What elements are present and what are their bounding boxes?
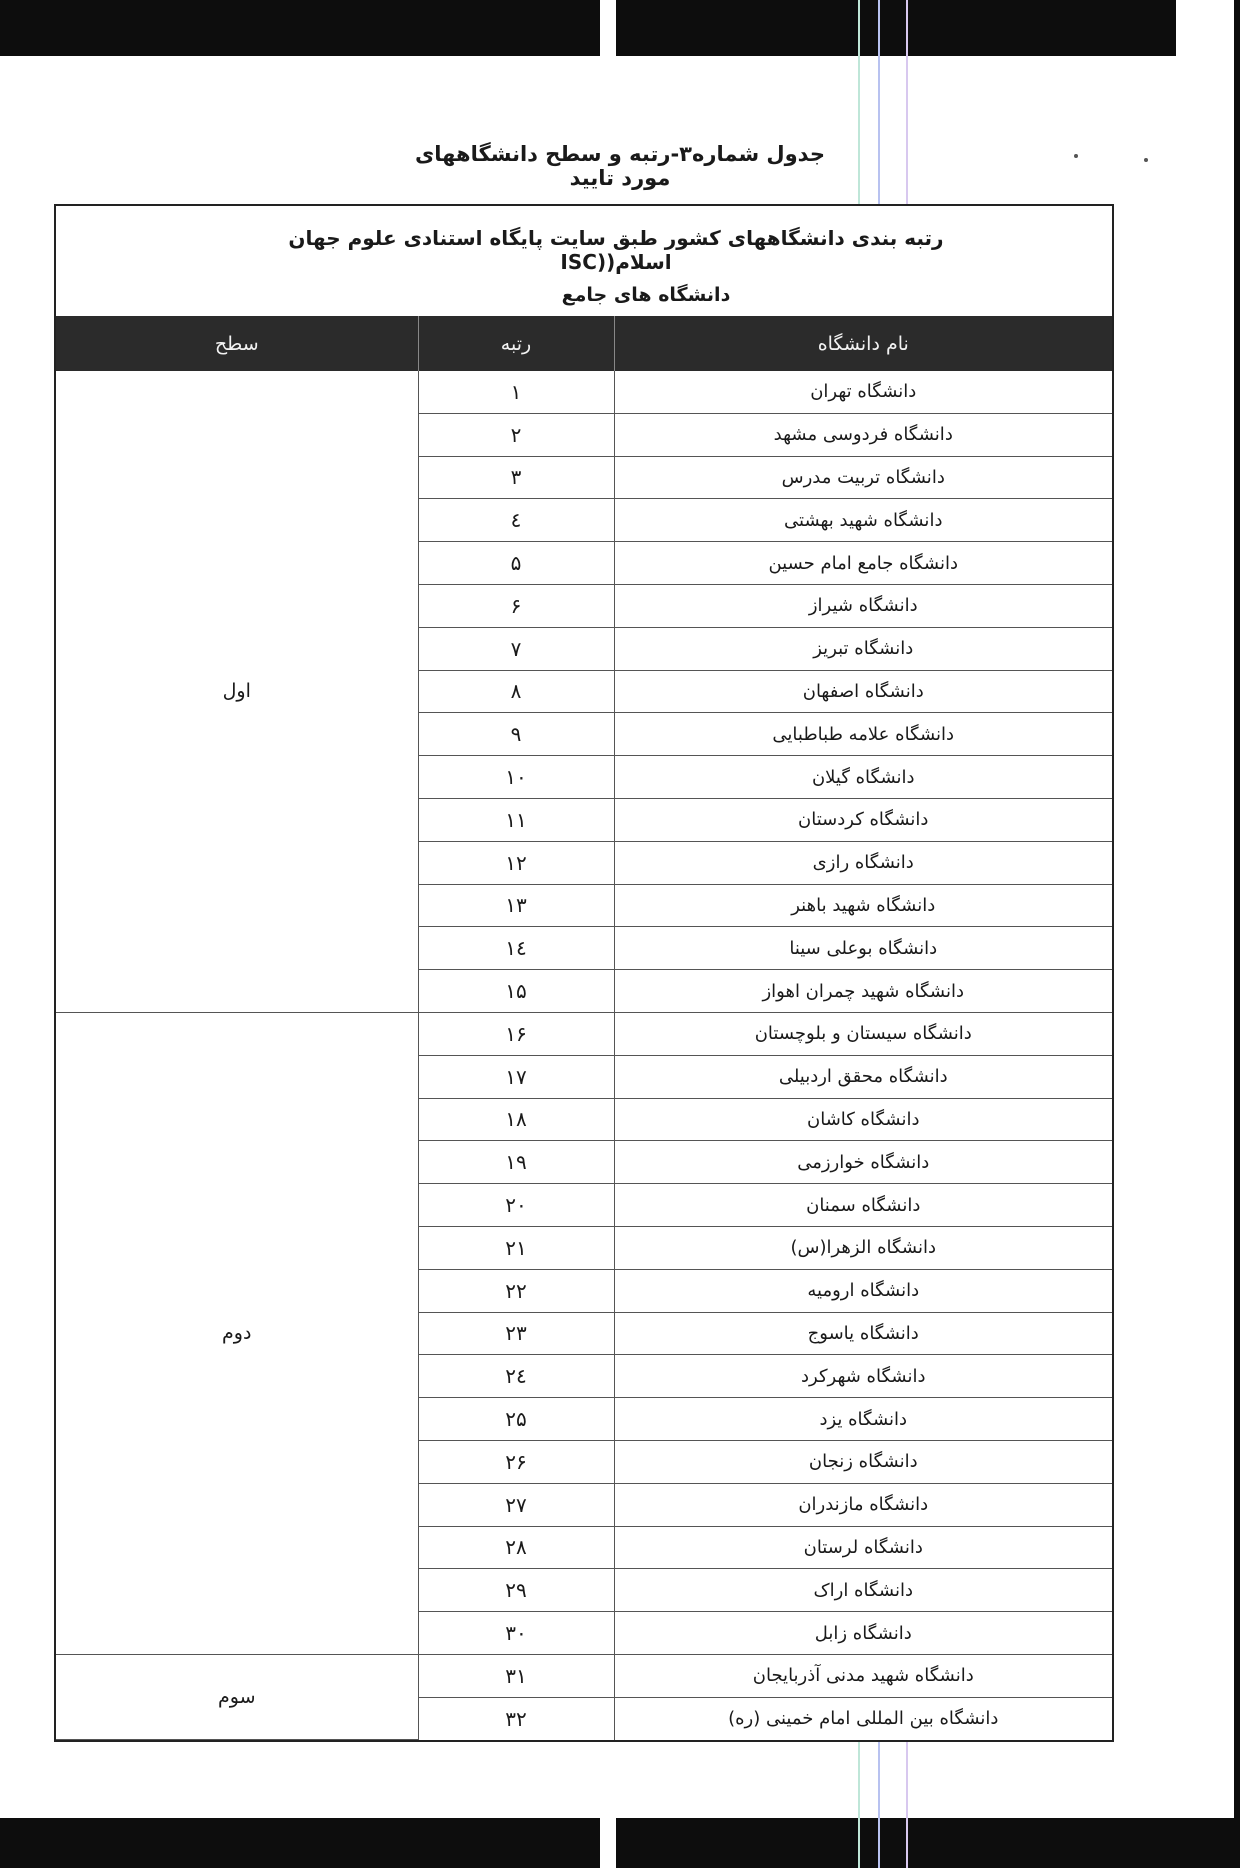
university-name-cell: دانشگاه تربیت مدرس bbox=[614, 456, 1112, 499]
table-body bbox=[56, 371, 1112, 1740]
level-cell: اول bbox=[56, 371, 418, 1012]
rank-cell: ۱۳ bbox=[418, 884, 614, 927]
table-row bbox=[56, 371, 1112, 413]
university-name-cell: دانشگاه شهید مدنی آذربایجان bbox=[614, 1654, 1112, 1697]
rank-cell: ۲۶ bbox=[418, 1440, 614, 1483]
header-rank: رتبه bbox=[418, 316, 614, 371]
rank-cell: ۲۷ bbox=[418, 1483, 614, 1526]
university-name-cell: دانشگاه تبریز bbox=[614, 627, 1112, 670]
rank-cell: ۲۱ bbox=[418, 1226, 614, 1269]
scan-artifact-top-left bbox=[0, 0, 600, 56]
rank-cell: ۱۸ bbox=[418, 1098, 614, 1141]
rank-cell: ۹ bbox=[418, 713, 614, 756]
rank-cell: ۶ bbox=[418, 584, 614, 627]
table-caption-block bbox=[56, 206, 1112, 316]
university-name-cell: دانشگاه لرستان bbox=[614, 1526, 1112, 1569]
rank-cell: ۱۵ bbox=[418, 970, 614, 1013]
rank-cell: ۱۱ bbox=[418, 798, 614, 841]
table-subcaption: دانشگاه های جامع bbox=[561, 284, 731, 306]
header-level: سطح bbox=[56, 316, 418, 371]
university-name-cell: دانشگاه شیراز bbox=[614, 584, 1112, 627]
ranking-table bbox=[54, 204, 1114, 1742]
rank-cell: ۲٤ bbox=[418, 1355, 614, 1398]
rank-cell: ۸ bbox=[418, 670, 614, 713]
university-name-cell: دانشگاه سمنان bbox=[614, 1184, 1112, 1227]
rank-cell: ۱۰ bbox=[418, 756, 614, 799]
university-name-cell: دانشگاه بوعلی سینا bbox=[614, 927, 1112, 970]
university-name-cell: دانشگاه گیلان bbox=[614, 756, 1112, 799]
university-name-cell: دانشگاه خوارزمی bbox=[614, 1141, 1112, 1184]
rank-cell: ۳۱ bbox=[418, 1654, 614, 1697]
rank-cell: ۵ bbox=[418, 542, 614, 585]
university-name-cell: دانشگاه اراک bbox=[614, 1569, 1112, 1612]
university-name-cell: دانشگاه شهید باهنر bbox=[614, 884, 1112, 927]
university-name-cell: دانشگاه شهید بهشتی bbox=[614, 499, 1112, 542]
scan-artifact-dot bbox=[1074, 154, 1078, 158]
rank-cell: ۲۳ bbox=[418, 1312, 614, 1355]
university-table bbox=[56, 316, 1112, 1740]
header-name: نام دانشگاه bbox=[614, 316, 1112, 371]
university-name-cell: دانشگاه شهرکرد bbox=[614, 1355, 1112, 1398]
rank-cell: ۱۶ bbox=[418, 1012, 614, 1055]
rank-cell: ۳۰ bbox=[418, 1612, 614, 1655]
table-row bbox=[56, 1654, 1112, 1697]
university-name-cell: دانشگاه علامه طباطبایی bbox=[614, 713, 1112, 756]
level-cell: دوم bbox=[56, 1012, 418, 1654]
scan-artifact-dot bbox=[1144, 158, 1148, 162]
rank-cell: ۲۵ bbox=[418, 1398, 614, 1441]
university-name-cell: دانشگاه سیستان و بلوچستان bbox=[614, 1012, 1112, 1055]
table-header-row bbox=[56, 316, 1112, 371]
university-name-cell: دانشگاه الزهرا(س) bbox=[614, 1226, 1112, 1269]
university-name-cell: دانشگاه کاشان bbox=[614, 1098, 1112, 1141]
page-title: جدول شماره۳-رتبه و سطح دانشگاههای مورد تایید bbox=[415, 142, 825, 190]
rank-cell: ۲۲ bbox=[418, 1269, 614, 1312]
rank-cell: ٤ bbox=[418, 499, 614, 542]
university-name-cell: دانشگاه کردستان bbox=[614, 798, 1112, 841]
scan-artifact-bottom-right bbox=[616, 1818, 1240, 1868]
level-cell: سوم bbox=[56, 1654, 418, 1739]
scan-artifact-bottom-left bbox=[0, 1818, 600, 1868]
table-caption: رتبه بندی دانشگاههای کشور طبق سایت پایگاه استنادی علوم جهان اسلام((ISC bbox=[288, 226, 944, 274]
rank-cell: ۱٤ bbox=[418, 927, 614, 970]
table-row bbox=[56, 1012, 1112, 1055]
university-name-cell: دانشگاه زنجان bbox=[614, 1440, 1112, 1483]
university-name-cell: دانشگاه ارومیه bbox=[614, 1269, 1112, 1312]
university-name-cell: دانشگاه یزد bbox=[614, 1398, 1112, 1441]
rank-cell: ۱۲ bbox=[418, 841, 614, 884]
university-name-cell: دانشگاه مازندران bbox=[614, 1483, 1112, 1526]
rank-cell: ۷ bbox=[418, 627, 614, 670]
university-name-cell: دانشگاه زابل bbox=[614, 1612, 1112, 1655]
scan-artifact-top-mid bbox=[616, 0, 1176, 56]
rank-cell: ۲ bbox=[418, 413, 614, 456]
rank-cell: ۳۲ bbox=[418, 1697, 614, 1739]
university-name-cell: دانشگاه فردوسی مشهد bbox=[614, 413, 1112, 456]
university-name-cell: دانشگاه رازی bbox=[614, 841, 1112, 884]
rank-cell: ۲۹ bbox=[418, 1569, 614, 1612]
university-name-cell: دانشگاه اصفهان bbox=[614, 670, 1112, 713]
rank-cell: ۱۷ bbox=[418, 1055, 614, 1098]
university-name-cell: دانشگاه محقق اردبیلی bbox=[614, 1055, 1112, 1098]
university-name-cell: دانشگاه بین المللی امام خمینی (ره) bbox=[614, 1697, 1112, 1739]
university-name-cell: دانشگاه یاسوج bbox=[614, 1312, 1112, 1355]
scan-artifact-right-edge bbox=[1234, 0, 1240, 1868]
rank-cell: ۳ bbox=[418, 456, 614, 499]
rank-cell: ۲۰ bbox=[418, 1184, 614, 1227]
university-name-cell: دانشگاه تهران bbox=[614, 371, 1112, 413]
rank-cell: ۱۹ bbox=[418, 1141, 614, 1184]
rank-cell: ۲۸ bbox=[418, 1526, 614, 1569]
university-name-cell: دانشگاه جامع امام حسین bbox=[614, 542, 1112, 585]
rank-cell: ۱ bbox=[418, 371, 614, 413]
university-name-cell: دانشگاه شهید چمران اهواز bbox=[614, 970, 1112, 1013]
